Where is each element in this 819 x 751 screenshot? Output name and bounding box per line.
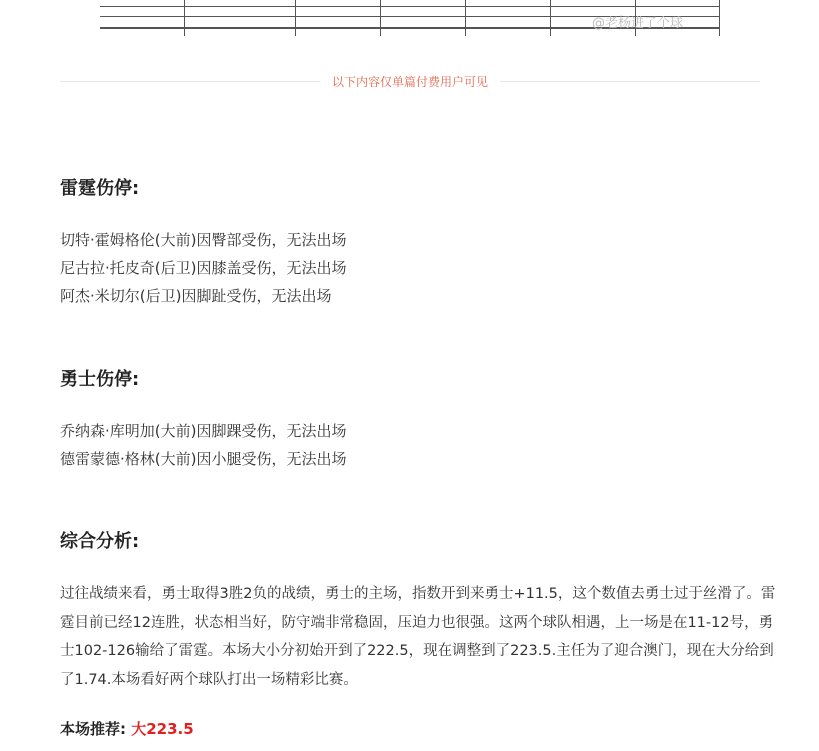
watermark: @老杨进了个球 <box>592 16 684 31</box>
recommendation <box>60 718 194 739</box>
recommendation-label: 本场推荐: <box>60 720 126 738</box>
recommendation-value: 大223.5 <box>131 720 194 738</box>
injury-item: 德雷蒙德·格林(大前)因小腿受伤，无法出场 <box>60 450 347 468</box>
injury-item: 切特·霍姆格伦(大前)因臀部受伤，无法出场 <box>60 231 347 249</box>
injury-item: 乔纳森·库明加(大前)因脚踝受伤，无法出场 <box>60 422 347 440</box>
paywall-notice: 以下内容仅单篇付费用户可见 <box>320 73 500 90</box>
warriors-injury-heading: 勇士伤停: <box>60 369 140 390</box>
injury-item: 尼古拉·托皮奇(后卫)因膝盖受伤，无法出场 <box>60 259 347 277</box>
analysis-text: 过往战绩来看，勇士取得3胜2负的战绩，勇士的主场，指数开到来勇士+11.5，这个数值去勇士过于丝滑了。雷霆目前已经12连胜，状态相当好，防守端非常稳固，压迫力也很强。这两个球队相遇，上一场是在11-12号，勇士102-126输给了雷霆。本场大小分初始开到了222.5，现在调整到了223.5.主任为了迎合澳门，现在大分给到了1.74.本场看好两个球队打出一场精彩比赛。 <box>60 586 776 688</box>
thunder-injury-heading: 雷霆伤停: <box>60 178 140 199</box>
analysis-heading: 综合分析: <box>60 531 140 552</box>
injury-item: 阿杰·米切尔(后卫)因脚趾受伤，无法出场 <box>60 287 332 305</box>
